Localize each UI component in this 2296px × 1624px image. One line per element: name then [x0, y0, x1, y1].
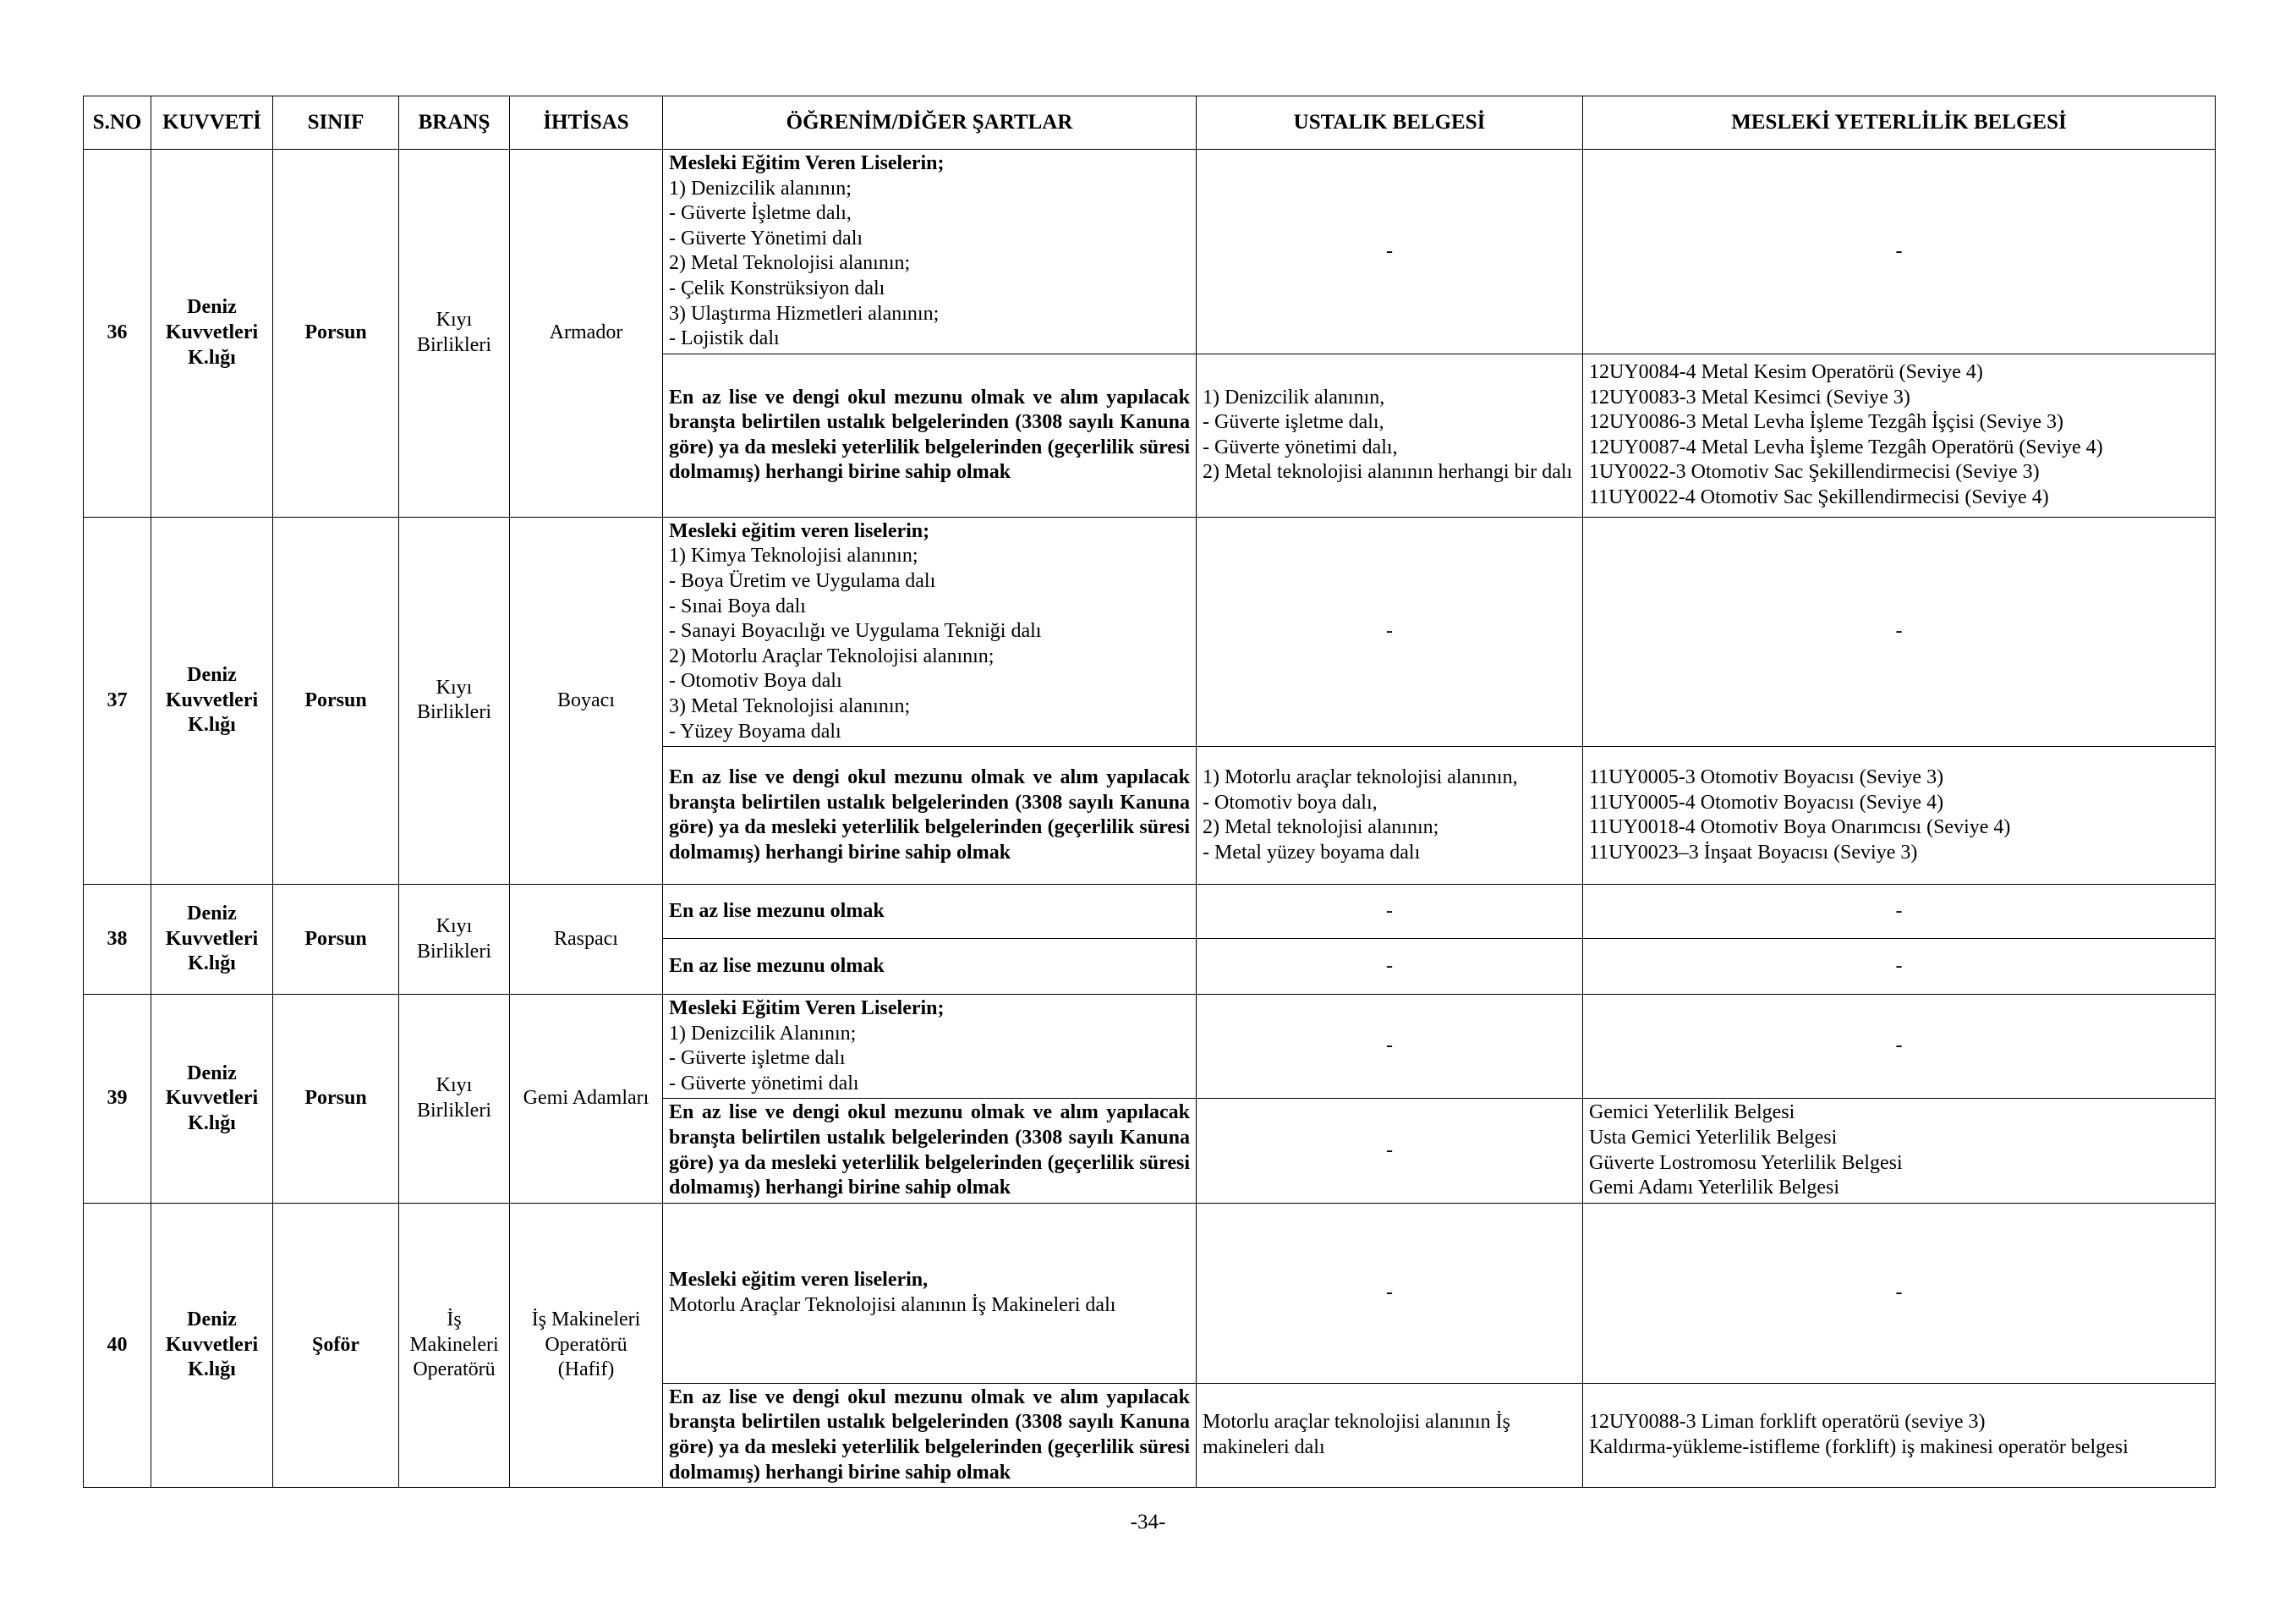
mesleki-cell	[1583, 150, 2216, 354]
condition-line: - Otomotiv Boya dalı	[669, 670, 842, 693]
ustalik-line: -	[1386, 1281, 1393, 1304]
row-brans	[399, 150, 510, 518]
table-row	[84, 995, 2216, 1099]
ustalik-cell	[1197, 1203, 1583, 1383]
header-ustalik: USTALIK BELGESİ	[1197, 96, 1583, 150]
ustalik-cell	[1197, 150, 1583, 354]
kuvveti-line: Kuvvetleri	[165, 321, 259, 344]
condition-line: - Çelik Konstrüksiyon dalı	[669, 277, 885, 299]
condition-line: 1) Denizcilik Alanının;	[669, 1022, 857, 1045]
ihtisas-line: Gemi Adamları	[523, 1087, 649, 1110]
mesleki-line: 11UY0018-4 Otomotiv Boya Onarımcısı (Seviye 4)	[1589, 816, 2011, 839]
table-row	[84, 517, 2216, 746]
row-ihtisas	[510, 995, 663, 1204]
ustalik-cell	[1197, 885, 1583, 939]
condition-cell	[663, 1099, 1197, 1203]
ihtisas-line: Boyacı	[557, 689, 615, 711]
condition-line: - Güverte işletme dalı	[669, 1047, 846, 1070]
kuvveti-line: K.lığı	[188, 1111, 236, 1134]
ustalik-line: - Metal yüzey boyama dalı	[1203, 841, 1421, 864]
mesleki-line: 12UY0088-3 Liman forklift operatörü (seviye 3)	[1589, 1411, 1986, 1434]
mesleki-line: -	[1895, 954, 1903, 977]
brans-line: Operatörü	[413, 1358, 496, 1381]
condition-cell	[663, 1203, 1197, 1383]
row-sno: 38	[84, 885, 151, 995]
ustalik-cell	[1197, 995, 1583, 1099]
ihtisas-line: Armador	[549, 321, 623, 344]
row-kuvveti	[151, 885, 273, 995]
mesleki-line: 12UY0087-4 Metal Levha İşleme Tezgâh Operatörü (Seviye 4)	[1589, 436, 2103, 458]
ihtisas-line: İş Makineleri	[531, 1309, 641, 1331]
mesleki-line: -	[1895, 620, 1903, 643]
ustalik-line: -	[1386, 899, 1393, 922]
brans-line: Birlikleri	[417, 1099, 491, 1122]
mesleki-line: Gemi Adamı Yeterlilik Belgesi	[1589, 1177, 1839, 1199]
header-brans: BRANŞ	[399, 96, 510, 150]
condition-line: - Sınai Boya dalı	[669, 595, 806, 617]
condition-bold-line: Mesleki eğitim veren liselerin;	[669, 519, 930, 542]
mesleki-line: 11UY0023–3 İnşaat Boyacısı (Seviye 3)	[1589, 841, 1918, 864]
row-brans	[399, 1203, 510, 1487]
condition-line: 3) Metal Teknolojisi alanının;	[669, 694, 911, 717]
row-sno: 40	[84, 1203, 151, 1487]
ihtisas-line: (Hafif)	[557, 1358, 615, 1381]
condition-bold-line: En az lise ve dengi okul mezunu olmak ve alım yapılacak branşta belirtilen ustalık belgelerinden (3308 sayılı Kanuna göre) ya da mesleki yeterlilik belgelerinden (geçerlilik süresi dolmamış) herhangi birine sahip olmak	[669, 765, 1190, 864]
condition-cell	[663, 939, 1197, 995]
condition-bold-line: Mesleki Eğitim Veren Liselerin;	[669, 152, 945, 174]
condition-cell	[663, 995, 1197, 1099]
mesleki-cell	[1583, 517, 2216, 746]
requirements-table	[83, 96, 2216, 1488]
condition-bold-line: En az lise ve dengi okul mezunu olmak ve alım yapılacak branşta belirtilen ustalık belgelerinden (3308 sayılı Kanuna göre) ya da mesleki yeterlilik belgelerinden (geçerlilik süresi dolmamış) herhangi birine sahip olmak	[669, 386, 1190, 484]
brans-line: Birlikleri	[417, 940, 491, 963]
header-sinif: SINIF	[273, 96, 399, 150]
table-row	[84, 150, 2216, 354]
mesleki-cell	[1583, 747, 2216, 885]
kuvveti-line: Deniz	[187, 664, 237, 687]
row-ihtisas	[510, 150, 663, 518]
ihtisas-line: Raspacı	[554, 927, 618, 950]
ustalik-cell	[1197, 747, 1583, 885]
row-sinif: Porsun	[273, 885, 399, 995]
kuvveti-line: Deniz	[187, 903, 237, 925]
condition-bold-line: Mesleki eğitim veren liselerin,	[669, 1269, 929, 1292]
row-ihtisas	[510, 885, 663, 995]
mesleki-line: Gemici Yeterlilik Belgesi	[1589, 1101, 1795, 1124]
condition-line: 2) Motorlu Araçlar Teknolojisi alanının;	[669, 645, 995, 667]
mesleki-line: 1UY0022-3 Otomotiv Sac Şekillendirmecisi (Seviye 3)	[1589, 461, 2040, 484]
ustalik-line: -	[1386, 239, 1393, 262]
row-brans	[399, 885, 510, 995]
mesleki-line: -	[1895, 1034, 1903, 1057]
ustalik-line: -	[1386, 954, 1393, 977]
table-row	[84, 1203, 2216, 1383]
mesleki-line: 11UY0005-4 Otomotiv Boyacısı (Seviye 4)	[1589, 791, 1944, 814]
mesleki-line: 11UY0022-4 Otomotiv Sac Şekillendirmecisi (Seviye 4)	[1589, 486, 2049, 508]
mesleki-cell	[1583, 885, 2216, 939]
kuvveti-line: Deniz	[187, 1062, 237, 1084]
mesleki-line: Güverte Lostromosu Yeterlilik Belgesi	[1589, 1151, 1903, 1174]
condition-cell	[663, 354, 1197, 517]
mesleki-line: 12UY0083-3 Metal Kesimci (Seviye 3)	[1589, 386, 1910, 409]
brans-line: Makineleri	[409, 1333, 499, 1356]
brans-line: Kıyı	[436, 915, 473, 937]
mesleki-line: -	[1895, 899, 1903, 922]
row-sinif: Porsun	[273, 517, 399, 884]
kuvveti-line: Deniz	[187, 1309, 237, 1331]
mesleki-cell	[1583, 354, 2216, 517]
ustalik-line: 1) Denizcilik alanının,	[1203, 386, 1385, 409]
condition-cell	[663, 150, 1197, 354]
kuvveti-line: Kuvvetleri	[165, 689, 259, 711]
row-kuvveti	[151, 1203, 273, 1487]
header-mesleki: MESLEKİ YETERLİLİK BELGESİ	[1583, 96, 2216, 150]
condition-cell	[663, 517, 1197, 746]
ustalik-line: Motorlu araçlar teknolojisi alanının İş makineleri dalı	[1203, 1411, 1510, 1459]
condition-line: - Güverte İşletme dalı,	[669, 202, 852, 225]
brans-line: Kıyı	[436, 676, 473, 699]
kuvveti-line: K.lığı	[188, 346, 236, 369]
kuvveti-line: K.lığı	[188, 952, 236, 975]
mesleki-line: Kaldırma-yükleme-istifleme (forklift) iş makinesi operatör belgesi	[1589, 1436, 2129, 1459]
kuvveti-line: Deniz	[187, 296, 237, 319]
ustalik-line: -	[1386, 620, 1393, 643]
condition-bold-line: En az lise mezunu olmak	[669, 899, 885, 922]
mesleki-line: 12UY0084-4 Metal Kesim Operatörü (Seviye 4)	[1589, 360, 1983, 383]
mesleki-cell	[1583, 1099, 2216, 1203]
header-ihtisas: İHTİSAS	[510, 96, 663, 150]
kuvveti-line: K.lığı	[188, 714, 236, 737]
condition-bold-line: Mesleki Eğitim Veren Liselerin;	[669, 997, 945, 1020]
ustalik-cell	[1197, 1383, 1583, 1487]
brans-line: Kıyı	[436, 1074, 473, 1097]
ustalik-line: 2) Metal teknolojisi alanının;	[1203, 816, 1439, 839]
condition-line: - Sanayi Boyacılığı ve Uygulama Tekniği dalı	[669, 620, 1042, 643]
ustalik-cell	[1197, 1099, 1583, 1203]
condition-cell	[663, 885, 1197, 939]
row-brans	[399, 995, 510, 1204]
row-sinif: Şoför	[273, 1203, 399, 1487]
brans-line: Birlikleri	[417, 333, 491, 356]
row-kuvveti	[151, 150, 273, 518]
header-sno: S.NO	[84, 96, 151, 150]
header-ogrenim: ÖĞRENİM/DİĞER ŞARTLAR	[663, 96, 1197, 150]
kuvveti-line: Kuvvetleri	[165, 1333, 259, 1356]
condition-line: - Güverte Yönetimi dalı	[669, 227, 863, 250]
ustalik-cell	[1197, 517, 1583, 746]
mesleki-cell	[1583, 939, 2216, 995]
condition-line: - Lojistik dalı	[669, 327, 780, 350]
condition-line: 1) Denizcilik alanının;	[669, 177, 852, 200]
kuvveti-line: K.lığı	[188, 1358, 236, 1381]
table-header-row	[84, 96, 2216, 150]
condition-line: 3) Ulaştırma Hizmetleri alanının;	[669, 302, 940, 325]
ihtisas-line: Operatörü	[545, 1333, 627, 1356]
mesleki-line: -	[1895, 239, 1903, 262]
ustalik-cell	[1197, 354, 1583, 517]
ustalik-line: -	[1386, 1138, 1393, 1161]
condition-cell	[663, 1383, 1197, 1487]
mesleki-cell	[1583, 1203, 2216, 1383]
mesleki-line: 11UY0005-3 Otomotiv Boyacısı (Seviye 3)	[1589, 765, 1944, 788]
ustalik-line: - Otomotiv boya dalı,	[1203, 791, 1378, 814]
row-ihtisas	[510, 517, 663, 884]
row-brans	[399, 517, 510, 884]
ustalik-line: - Güverte işletme dalı,	[1203, 411, 1384, 434]
brans-line: Kıyı	[436, 309, 473, 332]
kuvveti-line: Kuvvetleri	[165, 927, 259, 950]
condition-cell	[663, 747, 1197, 885]
mesleki-line: 12UY0086-3 Metal Levha İşleme Tezgâh İşçisi (Seviye 3)	[1589, 411, 2064, 434]
mesleki-cell	[1583, 995, 2216, 1099]
condition-line: - Boya Üretim ve Uygulama dalı	[669, 569, 936, 592]
kuvveti-line: Kuvvetleri	[165, 1087, 259, 1110]
ustalik-line: -	[1386, 1034, 1393, 1057]
ustalik-cell	[1197, 939, 1583, 995]
row-sinif: Porsun	[273, 995, 399, 1204]
row-kuvveti	[151, 517, 273, 884]
condition-bold-line: En az lise mezunu olmak	[669, 954, 885, 977]
ustalik-line: 1) Motorlu araçlar teknolojisi alanının,	[1203, 765, 1518, 788]
table-row	[84, 885, 2216, 939]
row-kuvveti	[151, 995, 273, 1204]
condition-line: Motorlu Araçlar Teknolojisi alanının İş Makineleri dalı	[669, 1293, 1116, 1316]
condition-line: 1) Kimya Teknolojisi alanının;	[669, 545, 918, 568]
brans-line: İş	[447, 1309, 462, 1331]
condition-bold-line: En az lise ve dengi okul mezunu olmak ve alım yapılacak branşta belirtilen ustalık belgelerinden (3308 sayılı Kanuna göre) ya da mesleki yeterlilik belgelerinden (geçerlilik süresi dolmamış) herhangi birine sahip olmak	[669, 1385, 1190, 1484]
page-number: -34-	[1130, 1511, 1166, 1533]
condition-line: 2) Metal Teknolojisi alanının;	[669, 252, 911, 275]
mesleki-cell	[1583, 1383, 2216, 1487]
ustalik-line: - Güverte yönetimi dalı,	[1203, 436, 1398, 458]
row-sno: 39	[84, 995, 151, 1204]
mesleki-line: Usta Gemici Yeterlilik Belgesi	[1589, 1127, 1838, 1149]
ustalik-line: 2) Metal teknolojisi alanının herhangi bir dalı	[1203, 461, 1573, 484]
condition-bold-line: En az lise ve dengi okul mezunu olmak ve alım yapılacak branşta belirtilen ustalık belgelerinden (3308 sayılı Kanuna göre) ya da mesleki yeterlilik belgelerinden (geçerlilik süresi dolmamış) herhangi birine sahip olmak	[669, 1101, 1190, 1199]
condition-line: - Yüzey Boyama dalı	[669, 720, 841, 743]
row-ihtisas	[510, 1203, 663, 1487]
row-sinif: Porsun	[273, 150, 399, 518]
table-body	[84, 150, 2216, 1488]
condition-line: - Güverte yönetimi dalı	[669, 1072, 859, 1095]
header-kuvveti: KUVVETİ	[151, 96, 273, 150]
row-sno: 36	[84, 150, 151, 518]
mesleki-line: -	[1895, 1281, 1903, 1304]
row-sno: 37	[84, 517, 151, 884]
brans-line: Birlikleri	[417, 701, 491, 724]
